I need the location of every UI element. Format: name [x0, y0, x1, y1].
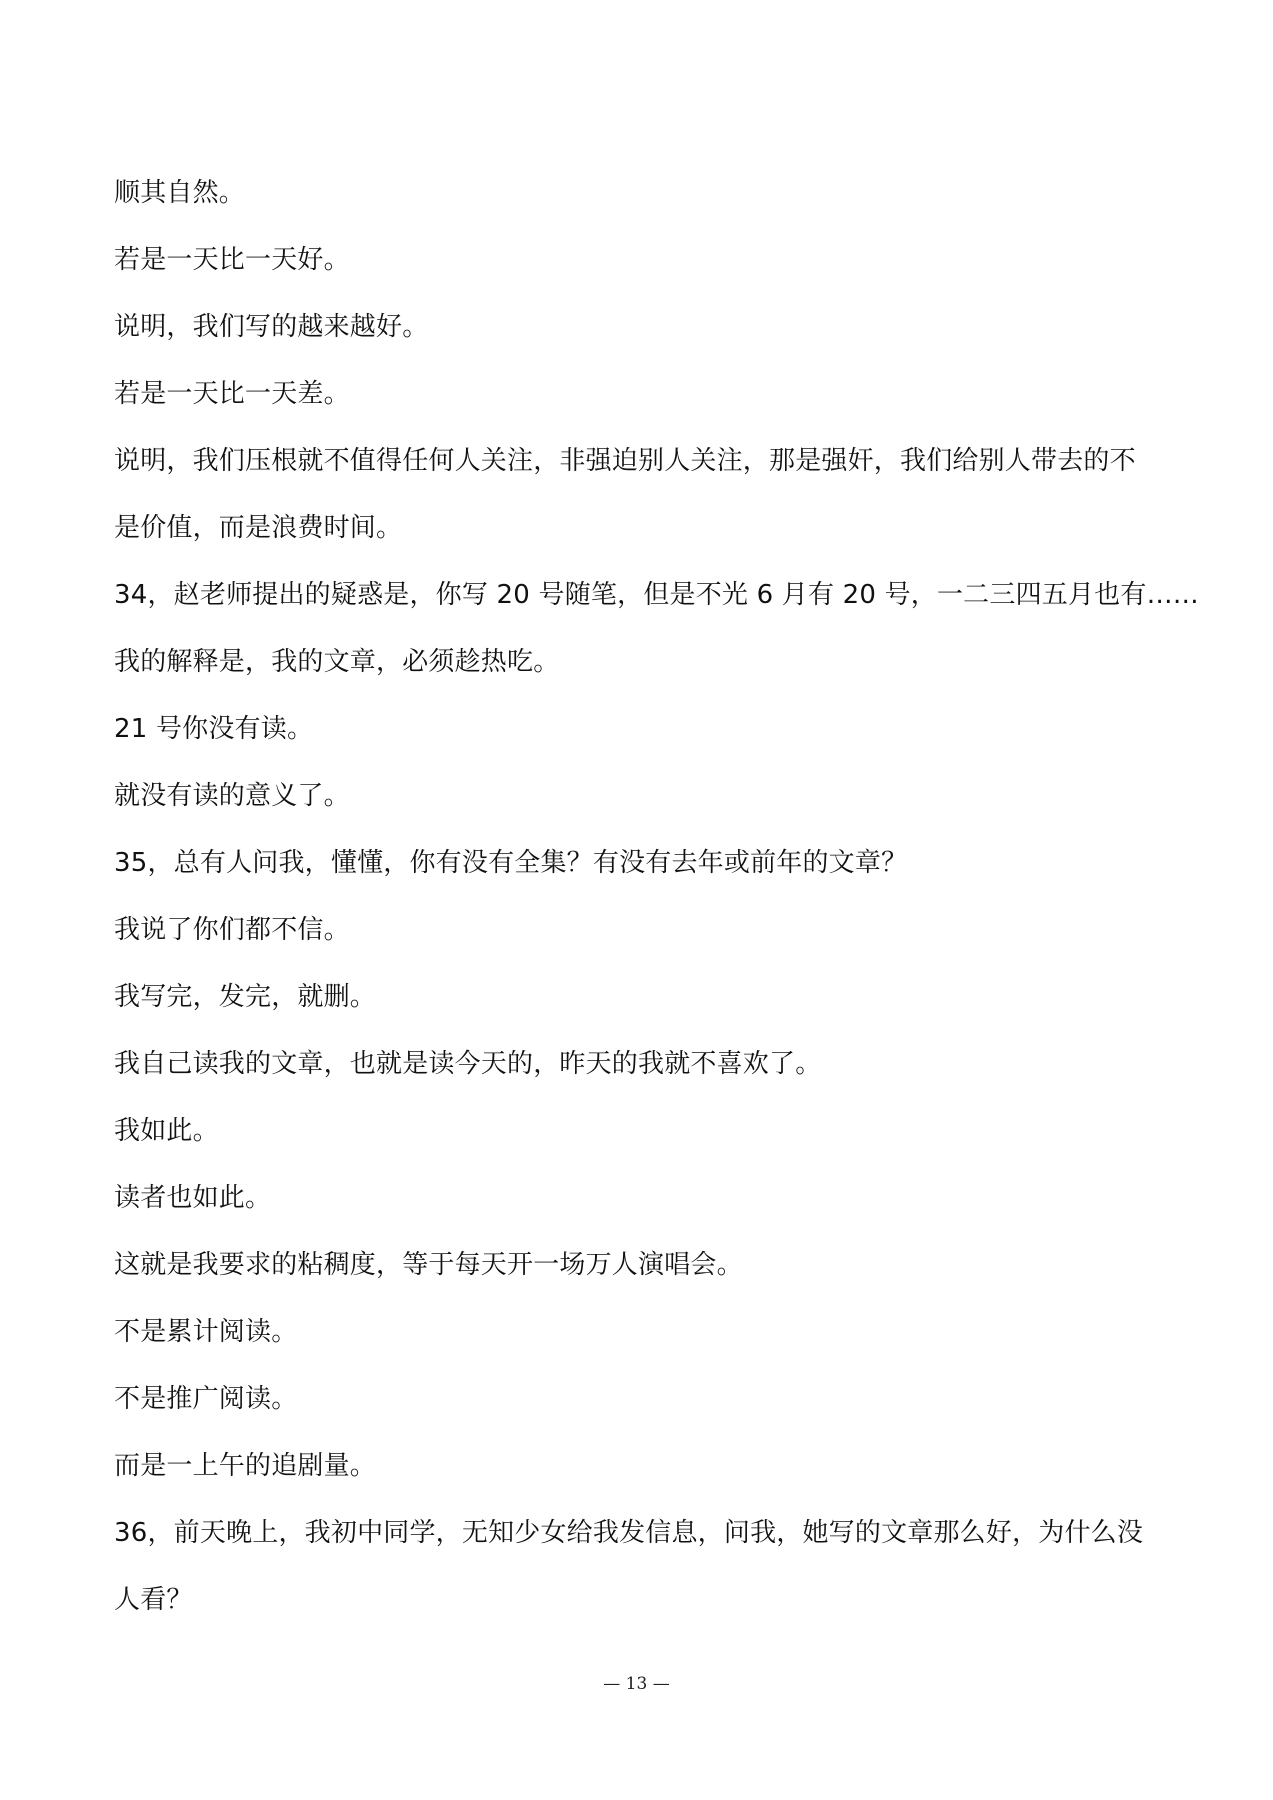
text-line: 是价值，而是浪费时间。: [114, 513, 403, 543]
text-line: 34，赵老师提出的疑惑是，你写 20 号随笔，但是不光 6 月有 20 号，一二三四五月也有……: [114, 580, 1199, 610]
text-line: 说明，我们写的越来越好。: [114, 312, 429, 342]
text-line: 若是一天比一天好。: [114, 245, 350, 275]
text-line: 21 号你没有读。: [114, 714, 314, 744]
text-line: 不是累计阅读。: [114, 1317, 298, 1347]
body-text: [114, 160, 1199, 1634]
text-line: 读者也如此。: [114, 1183, 272, 1213]
text-line: 36，前天晚上，我初中同学，无知少女给我发信息，问我，她写的文章那么好，为什么没: [114, 1518, 1144, 1548]
text-line: 顺其自然。: [114, 178, 246, 208]
text-line: 我写完，发完，就删。: [114, 982, 377, 1012]
text-line: 我的解释是，我的文章，必须趁热吃。: [114, 647, 560, 677]
text-line: 不是推广阅读。: [114, 1384, 298, 1414]
text-line: 而是一上午的追剧量。: [114, 1451, 377, 1481]
text-line: 35，总有人问我，懂懂，你有没有全集？有没有去年或前年的文章？: [114, 848, 908, 878]
text-line: 就没有读的意义了。: [114, 781, 350, 811]
text-line: 人看？: [114, 1585, 193, 1615]
text-line: 这就是我要求的粘稠度，等于每天开一场万人演唱会。: [114, 1250, 743, 1280]
text-line: 我如此。: [114, 1116, 219, 1146]
text-line: 我自己读我的文章，也就是读今天的，昨天的我就不喜欢了。: [114, 1049, 822, 1079]
text-line: 说明，我们压根就不值得任何人关注，非强迫别人关注，那是强奸，我们给别人带去的不: [114, 446, 1136, 476]
text-line: 若是一天比一天差。: [114, 379, 350, 409]
text-line: 我说了你们都不信。: [114, 915, 350, 945]
page-number: — 13 —: [603, 1674, 670, 1694]
